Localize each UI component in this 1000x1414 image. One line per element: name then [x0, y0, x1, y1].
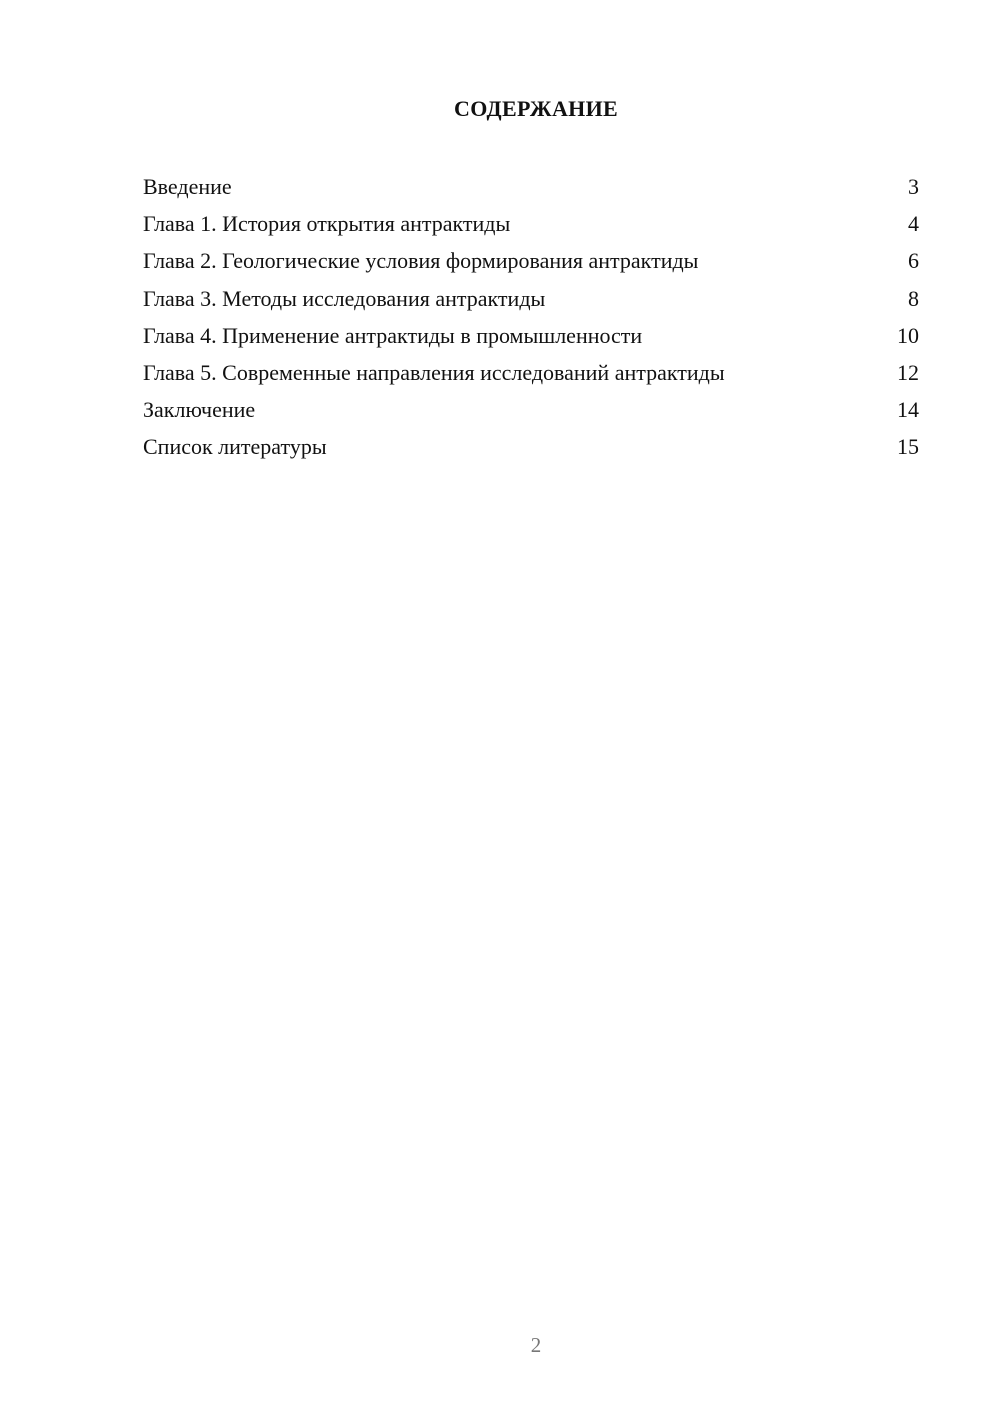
toc-entry-title: Глава 5. Современные направления исследований антрактиды [143, 359, 725, 385]
toc-entry-page: 6 [908, 248, 919, 274]
toc-entry-title: Заключение [143, 397, 256, 423]
toc-entry-chapter-5 [143, 354, 919, 391]
toc-entry-title: Глава 2. Геологические условия формирования антрактиды [143, 248, 699, 274]
toc-entry-conclusion [143, 391, 919, 428]
toc-entry-title: Список литературы [143, 434, 327, 460]
page-title: СОДЕРЖАНИЕ [454, 96, 618, 121]
toc-entry-chapter-1 [143, 205, 919, 242]
toc-entry-chapter-2 [143, 242, 919, 279]
toc-entry-title: Глава 3. Методы исследования антрактиды [143, 285, 546, 311]
toc-entry-page: 14 [897, 397, 919, 423]
toc-entry-page: 3 [908, 174, 919, 199]
toc-entry-title: Глава 1. История открытия антрактиды [143, 211, 511, 237]
table-of-contents [143, 168, 919, 466]
toc-entry-chapter-4 [143, 317, 919, 354]
toc-entry-page: 12 [897, 359, 919, 385]
toc-entry-page: 15 [897, 434, 919, 460]
page-number: 2 [530, 1333, 542, 1357]
toc-entry-title: Глава 4. Применение антрактиды в промышленности [143, 322, 643, 348]
toc-entry-bibliography [143, 428, 919, 465]
toc-entry-page: 4 [908, 211, 919, 237]
toc-entry-page: 10 [897, 322, 919, 348]
toc-entry-title: Введение [143, 174, 232, 199]
toc-entry-page: 8 [908, 285, 919, 311]
toc-entry-introduction [143, 168, 919, 205]
toc-entry-chapter-3 [143, 280, 919, 317]
